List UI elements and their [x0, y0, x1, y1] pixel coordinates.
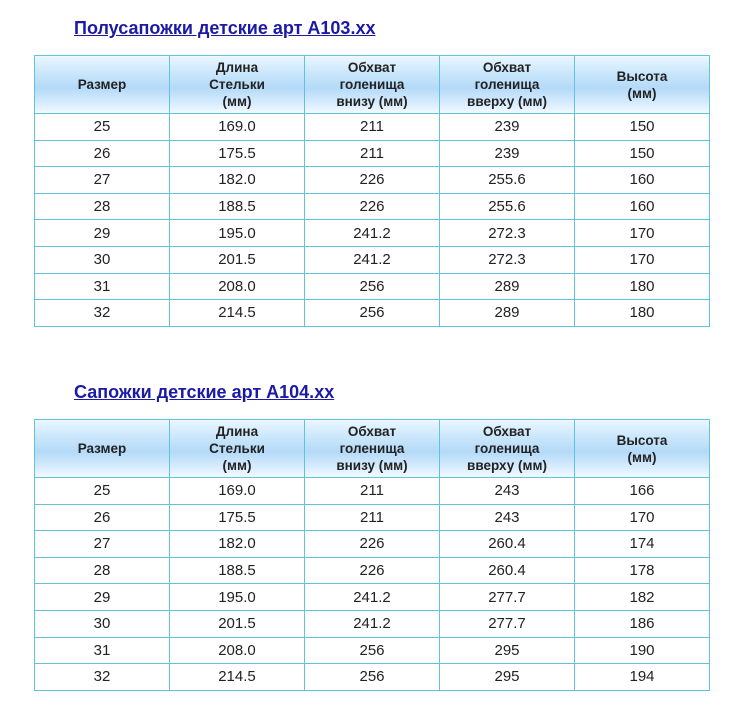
cell-height: 180 [575, 300, 710, 327]
cell-shaft-bottom-girth: 211 [305, 478, 440, 505]
cell-shaft-top-girth: 255.6 [440, 167, 575, 194]
table-row [35, 637, 710, 664]
cell-shaft-top-girth: 239 [440, 114, 575, 141]
column-header-size: Размер [35, 420, 170, 478]
cell-height: 160 [575, 193, 710, 220]
column-header-shaft-top-girth: Обхват голенища вверху (мм) [440, 420, 575, 478]
cell-size: 26 [35, 140, 170, 167]
cell-insole-length: 188.5 [170, 557, 305, 584]
cell-shaft-bottom-girth: 226 [305, 193, 440, 220]
cell-insole-length: 175.5 [170, 504, 305, 531]
table-row [35, 140, 710, 167]
cell-height: 150 [575, 140, 710, 167]
table-header-row [35, 56, 710, 114]
cell-shaft-top-girth: 295 [440, 664, 575, 691]
cell-shaft-bottom-girth: 211 [305, 140, 440, 167]
cell-shaft-top-girth: 243 [440, 504, 575, 531]
cell-size: 29 [35, 220, 170, 247]
cell-size: 28 [35, 193, 170, 220]
cell-insole-length: 195.0 [170, 220, 305, 247]
cell-height: 170 [575, 504, 710, 531]
cell-shaft-bottom-girth: 241.2 [305, 584, 440, 611]
column-header-insole-length: Длина Стельки (мм) [170, 420, 305, 478]
column-header-shaft-bottom-girth: Обхват голенища внизу (мм) [305, 56, 440, 114]
cell-height: 170 [575, 246, 710, 273]
table-row [35, 610, 710, 637]
size-table-a103 [34, 55, 710, 327]
cell-insole-length: 214.5 [170, 664, 305, 691]
cell-shaft-bottom-girth: 256 [305, 300, 440, 327]
cell-shaft-bottom-girth: 226 [305, 167, 440, 194]
cell-size: 31 [35, 637, 170, 664]
cell-shaft-top-girth: 239 [440, 140, 575, 167]
table-row [35, 220, 710, 247]
cell-size: 25 [35, 478, 170, 505]
cell-insole-length: 175.5 [170, 140, 305, 167]
cell-shaft-bottom-girth: 211 [305, 504, 440, 531]
column-header-size: Размер [35, 56, 170, 114]
cell-insole-length: 201.5 [170, 610, 305, 637]
cell-shaft-top-girth: 272.3 [440, 246, 575, 273]
table-row [35, 300, 710, 327]
cell-shaft-bottom-girth: 241.2 [305, 246, 440, 273]
cell-size: 30 [35, 610, 170, 637]
cell-height: 180 [575, 273, 710, 300]
table-row [35, 584, 710, 611]
cell-size: 26 [35, 504, 170, 531]
cell-shaft-top-girth: 243 [440, 478, 575, 505]
cell-size: 28 [35, 557, 170, 584]
column-header-shaft-top-girth: Обхват голенища вверху (мм) [440, 56, 575, 114]
section-title-a104[interactable]: Сапожки детские арт А104.хх [74, 382, 335, 402]
table-row [35, 246, 710, 273]
table-row [35, 478, 710, 505]
cell-height: 194 [575, 664, 710, 691]
cell-size: 32 [35, 300, 170, 327]
cell-shaft-top-girth: 295 [440, 637, 575, 664]
table-row [35, 193, 710, 220]
cell-size: 27 [35, 531, 170, 558]
cell-insole-length: 214.5 [170, 300, 305, 327]
cell-insole-length: 182.0 [170, 167, 305, 194]
cell-shaft-top-girth: 260.4 [440, 531, 575, 558]
table-row [35, 557, 710, 584]
cell-insole-length: 188.5 [170, 193, 305, 220]
cell-size: 31 [35, 273, 170, 300]
cell-shaft-top-girth: 289 [440, 273, 575, 300]
cell-shaft-bottom-girth: 256 [305, 273, 440, 300]
column-header-height: Высота (мм) [575, 420, 710, 478]
cell-insole-length: 169.0 [170, 478, 305, 505]
size-table-a104 [34, 419, 710, 691]
column-header-shaft-bottom-girth: Обхват голенища внизу (мм) [305, 420, 440, 478]
cell-shaft-bottom-girth: 256 [305, 664, 440, 691]
cell-height: 166 [575, 478, 710, 505]
cell-insole-length: 195.0 [170, 584, 305, 611]
table-row [35, 114, 710, 141]
cell-size: 25 [35, 114, 170, 141]
cell-height: 150 [575, 114, 710, 141]
cell-insole-length: 169.0 [170, 114, 305, 141]
cell-size: 32 [35, 664, 170, 691]
cell-shaft-top-girth: 277.7 [440, 584, 575, 611]
table-header-row [35, 420, 710, 478]
cell-shaft-top-girth: 277.7 [440, 610, 575, 637]
cell-shaft-top-girth: 255.6 [440, 193, 575, 220]
table-row [35, 167, 710, 194]
cell-shaft-bottom-girth: 226 [305, 531, 440, 558]
cell-height: 170 [575, 220, 710, 247]
cell-insole-length: 208.0 [170, 273, 305, 300]
cell-height: 182 [575, 584, 710, 611]
cell-insole-length: 208.0 [170, 637, 305, 664]
cell-shaft-top-girth: 272.3 [440, 220, 575, 247]
cell-height: 178 [575, 557, 710, 584]
cell-size: 27 [35, 167, 170, 194]
cell-shaft-bottom-girth: 226 [305, 557, 440, 584]
cell-shaft-top-girth: 289 [440, 300, 575, 327]
table-row [35, 531, 710, 558]
cell-size: 29 [35, 584, 170, 611]
cell-size: 30 [35, 246, 170, 273]
cell-shaft-top-girth: 260.4 [440, 557, 575, 584]
table-row [35, 664, 710, 691]
table-row [35, 504, 710, 531]
cell-height: 160 [575, 167, 710, 194]
cell-height: 186 [575, 610, 710, 637]
table-row [35, 273, 710, 300]
cell-insole-length: 201.5 [170, 246, 305, 273]
cell-shaft-bottom-girth: 211 [305, 114, 440, 141]
cell-shaft-bottom-girth: 241.2 [305, 220, 440, 247]
cell-shaft-bottom-girth: 256 [305, 637, 440, 664]
cell-shaft-bottom-girth: 241.2 [305, 610, 440, 637]
cell-height: 174 [575, 531, 710, 558]
column-header-height: Высота (мм) [575, 56, 710, 114]
cell-insole-length: 182.0 [170, 531, 305, 558]
section-title-a103[interactable]: Полусапожки детские арт А103.хх [74, 18, 376, 38]
cell-height: 190 [575, 637, 710, 664]
column-header-insole-length: Длина Стельки (мм) [170, 56, 305, 114]
